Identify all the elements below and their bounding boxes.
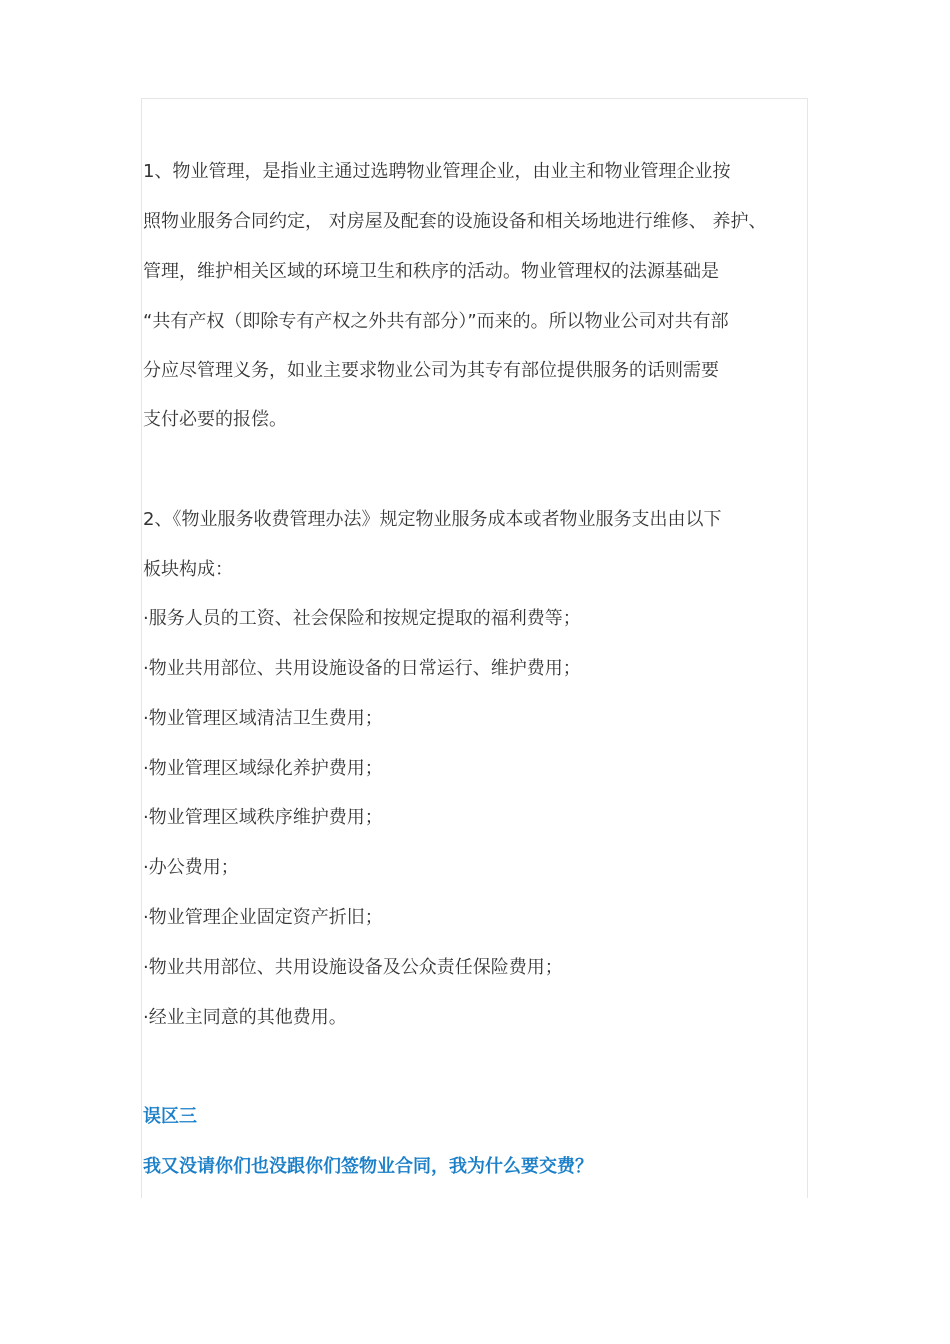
list-item: ·物业管理企业固定资产折旧； xyxy=(143,907,383,928)
list-item: ·物业管理区域秩序维护费用； xyxy=(143,807,383,828)
paragraph-line: 1、物业管理，是指业主通过选聘物业管理企业，由业主和物业管理企业按 xyxy=(143,161,731,182)
list-item: ·经业主同意的其他费用。 xyxy=(143,1007,347,1028)
section-title: 误区三 xyxy=(143,1106,197,1127)
list-item: ·物业管理区域清洁卫生费用； xyxy=(143,708,383,729)
section-question: 我又没请你们也没跟你们签物业合同，我为什么要交费？ xyxy=(143,1156,593,1177)
list-item: ·服务人员的工资、社会保险和按规定提取的福利费等； xyxy=(143,608,581,629)
paragraph-line: 管理，维护相关区域的环境卫生和秩序的活动。物业管理权的法源基础是 xyxy=(143,261,719,282)
list-item: ·物业管理区域绿化养护费用； xyxy=(143,758,383,779)
paragraph-line: 2、《物业服务收费管理办法》规定物业服务成本或者物业服务支出由以下 xyxy=(143,509,722,530)
list-item: ·办公费用； xyxy=(143,857,239,878)
list-item: ·物业共用部位、共用设施设备的日常运行、维护费用； xyxy=(143,658,581,679)
paragraph-line: 分应尽管理义务，如业主要求物业公司为其专有部位提供服务的话则需要 xyxy=(143,360,719,381)
paragraph-line: “共有产权（即除专有产权之外共有部分）”而来的。所以物业公司对共有部 xyxy=(143,311,729,332)
paragraph-line: 板块构成： xyxy=(143,559,233,580)
list-item: ·物业共用部位、共用设施设备及公众责任保险费用； xyxy=(143,957,563,978)
paragraph-line: 照物业服务合同约定， 对房屋及配套的设施设备和相关场地进行维修、 养护、 xyxy=(143,211,767,232)
paragraph-line: 支付必要的报偿。 xyxy=(143,409,287,430)
